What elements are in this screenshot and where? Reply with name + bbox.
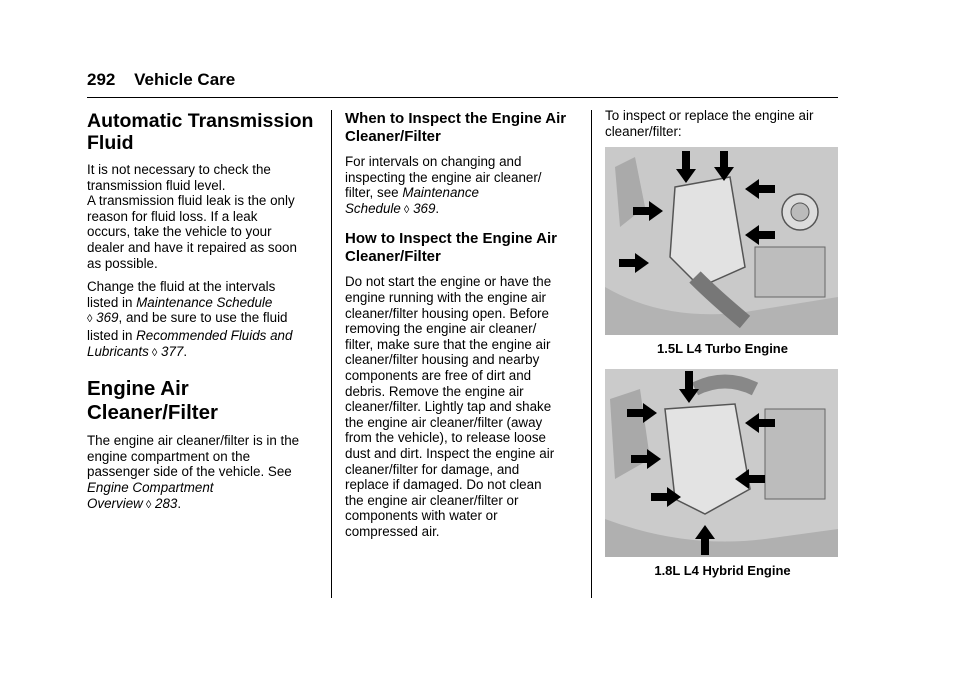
- page-ref[interactable]: 283: [151, 495, 178, 511]
- text: .: [183, 343, 188, 359]
- when-paragraph: [345, 154, 581, 218]
- text-line: passenger side of the vehicle. See: [87, 464, 292, 480]
- xref-overview[interactable]: Overview: [87, 495, 143, 511]
- column-1: [87, 108, 319, 521]
- page-ref[interactable]: 369: [92, 310, 119, 326]
- xref-maintenance[interactable]: Maintenance: [402, 185, 479, 201]
- text-line: cleaner/filter. Lightly tap and shake: [345, 399, 552, 415]
- column-2: [345, 108, 581, 547]
- text-line: Do not start the engine or have the: [345, 274, 552, 290]
- text-line: the engine air cleaner/filter (away: [345, 414, 543, 430]
- text-line: It is not necessary to check the: [87, 162, 271, 177]
- atf-paragraph-1: [87, 162, 319, 271]
- page-header: [87, 70, 235, 90]
- page-ref-icon: ◊: [400, 203, 410, 216]
- text-line: filter, make sure that the engine air: [345, 336, 551, 352]
- text-line: occurs, take the vehicle to your: [87, 224, 272, 240]
- text-line: compressed air.: [345, 523, 440, 539]
- text-line: components with water or: [345, 508, 498, 524]
- text-line: cleaner/filter for damage, and: [345, 461, 520, 477]
- text: listed in: [87, 294, 137, 310]
- engine-drawing-hybrid: [605, 369, 838, 557]
- intro-paragraph: [605, 108, 840, 139]
- text-line: engine compartment on the: [87, 448, 251, 464]
- text-line: To inspect or replace the engine air: [605, 108, 814, 123]
- text-line: The engine air cleaner/filter is in the: [87, 433, 300, 449]
- page-ref-icon: ◊: [148, 346, 158, 359]
- engine-illustration-turbo: [605, 147, 838, 335]
- atf-paragraph-2: [87, 279, 319, 361]
- engine-drawing-turbo: [605, 147, 838, 335]
- section-title: Vehicle Care: [134, 70, 236, 89]
- text-line: [87, 496, 319, 514]
- header-rule: [87, 97, 838, 98]
- column-3: [605, 108, 840, 578]
- figure-caption-hybrid: 1.8L L4 Hybrid Engine: [654, 562, 791, 578]
- text-line: removing the engine air cleaner/: [345, 321, 537, 337]
- text-line: transmission fluid level.: [87, 177, 226, 193]
- page-number: 292: [87, 70, 116, 89]
- text-line: [345, 201, 581, 219]
- text: .: [177, 495, 182, 511]
- page-ref[interactable]: 377: [157, 343, 184, 359]
- xref-lubricants[interactable]: Lubricants: [87, 343, 149, 359]
- text-line: inspecting the engine air cleaner/: [345, 169, 542, 185]
- xref-maintenance-schedule[interactable]: Maintenance Schedule: [136, 294, 273, 310]
- heading-line: Automatic Transmission: [87, 110, 314, 132]
- column-divider-2: [591, 110, 592, 598]
- text-line: A transmission fluid leak is the only: [87, 193, 295, 209]
- page-ref-icon: ◊: [87, 313, 93, 326]
- text-line: [345, 185, 581, 201]
- page-ref[interactable]: 369: [409, 200, 436, 216]
- page-ref-icon: ◊: [142, 498, 152, 511]
- text-line: replace if damaged. Do not clean: [345, 477, 542, 493]
- text-line: [87, 295, 319, 311]
- text: listed in: [87, 327, 137, 343]
- heading-how-to-inspect: [345, 230, 581, 266]
- heading-when-to-inspect: [345, 110, 581, 146]
- text: , and be sure to use the fluid: [118, 310, 288, 326]
- text-line: cleaner/filter housing and nearby: [345, 352, 540, 368]
- text-line: from the vehicle), to release loose: [345, 430, 546, 446]
- text-line: dust and dirt. Inspect the engine air: [345, 445, 555, 461]
- text-line: cleaner/filter:: [605, 123, 682, 139]
- column-divider-1: [331, 110, 332, 598]
- heading-line: When to Inspect the Engine Air: [345, 110, 567, 127]
- xref-schedule[interactable]: Schedule: [345, 200, 401, 216]
- engine-illustration-hybrid: [605, 369, 838, 557]
- text-line: [87, 310, 319, 328]
- xref-recommended-fluids[interactable]: Recommended Fluids and: [136, 327, 293, 343]
- text-line: engine running with the engine air: [345, 289, 547, 305]
- eacf-paragraph: [87, 433, 319, 513]
- figure-caption-turbo: 1.5L L4 Turbo Engine: [657, 341, 788, 357]
- text-line: as possible.: [87, 255, 158, 271]
- xref-engine-compartment[interactable]: Engine Compartment: [87, 479, 214, 495]
- text-line: For intervals on changing and: [345, 154, 522, 169]
- heading-line: Fluid: [87, 132, 134, 154]
- text-line: components are free of dirt and: [345, 367, 532, 383]
- heading-line: How to Inspect the Engine Air: [345, 230, 557, 248]
- text-line: [87, 328, 319, 344]
- text-line: debris. Remove the engine air: [345, 383, 524, 399]
- heading-automatic-transmission-fluid: [87, 110, 319, 154]
- heading-line: Cleaner/Filter: [345, 248, 441, 266]
- text-line: cleaner/filter housing open. Before: [345, 305, 549, 321]
- text-line: reason for fluid loss. If a leak: [87, 208, 258, 224]
- text-line: Change the fluid at the intervals: [87, 279, 276, 295]
- text: filter, see: [345, 185, 403, 201]
- text-line: [87, 344, 319, 362]
- text-line: [87, 480, 319, 496]
- text: .: [435, 200, 440, 216]
- how-paragraph: [345, 274, 581, 539]
- heading-line: Cleaner/Filter: [345, 128, 441, 145]
- text-line: the engine air cleaner/filter or: [345, 492, 519, 508]
- text-line: dealer and have it repaired as soon: [87, 239, 297, 255]
- heading-engine-air-cleaner-filter: Engine Air Cleaner/Filter: [87, 377, 219, 425]
